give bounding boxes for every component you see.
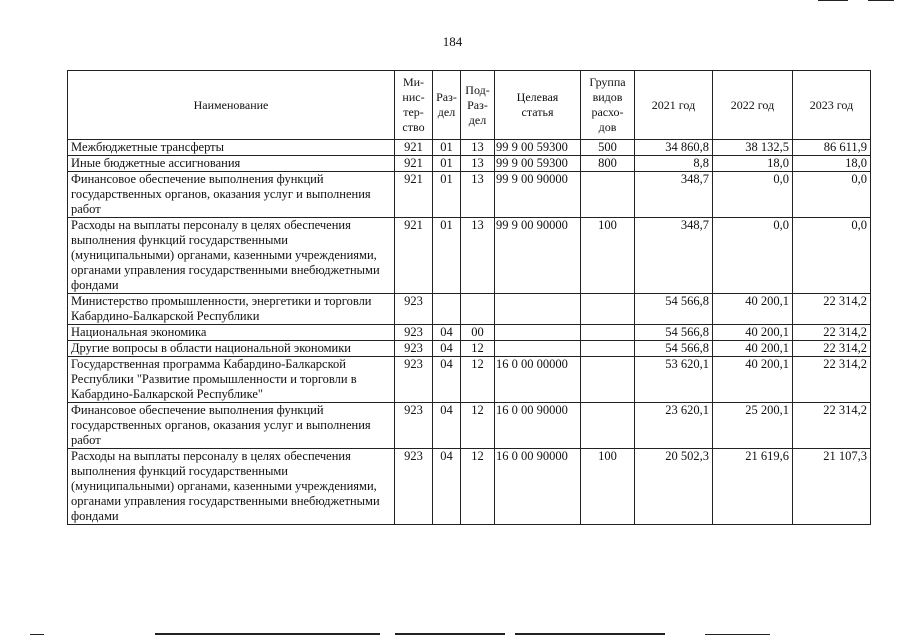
row-target: 99 9 00 59300	[495, 140, 581, 156]
header-ministry: Ми- нис- тер- ство	[395, 71, 433, 140]
row-section: 01	[433, 156, 461, 172]
row-name: Государственная программа Кабардино-Балкарской Республики "Развитие промышленности и торговли в Кабардино-Балкарской Республике"	[68, 357, 395, 403]
table-row	[68, 140, 871, 156]
row-ministry: 923	[395, 341, 433, 357]
page-number: 184	[442, 34, 463, 49]
row-2023: 18,0	[793, 156, 871, 172]
row-2023: 21 107,3	[793, 449, 871, 525]
row-2023: 0,0	[793, 172, 871, 218]
header-section: Раз- дел	[433, 71, 461, 140]
row-name: Финансовое обеспечение выполнения функций государственных органов, оказания услуг и выполнения работ	[68, 172, 395, 218]
row-group: 500	[581, 140, 635, 156]
row-2022: 40 200,1	[713, 341, 793, 357]
row-2021: 348,7	[635, 218, 713, 294]
row-2022: 40 200,1	[713, 325, 793, 341]
row-subsection: 12	[461, 341, 495, 357]
row-subsection: 13	[461, 172, 495, 218]
scan-mark-top	[818, 0, 848, 1]
row-2023: 0,0	[793, 218, 871, 294]
table-header-row	[68, 71, 871, 140]
header-group: Группа видов расхо- дов	[581, 71, 635, 140]
table-row	[68, 218, 871, 294]
row-group	[581, 403, 635, 449]
budget-table	[67, 70, 871, 525]
header-subsection: Под- Раз- дел	[461, 71, 495, 140]
row-2022: 40 200,1	[713, 294, 793, 325]
row-2023: 22 314,2	[793, 357, 871, 403]
row-subsection: 12	[461, 357, 495, 403]
row-2023: 22 314,2	[793, 341, 871, 357]
row-name: Иные бюджетные ассигнования	[68, 156, 395, 172]
row-2022: 21 619,6	[713, 449, 793, 525]
row-section: 04	[433, 325, 461, 341]
row-target	[495, 294, 581, 325]
row-2022: 0,0	[713, 172, 793, 218]
scan-mark-bottom	[395, 633, 505, 635]
row-group	[581, 294, 635, 325]
row-subsection: 13	[461, 140, 495, 156]
row-ministry: 923	[395, 449, 433, 525]
row-subsection: 13	[461, 218, 495, 294]
row-2023: 22 314,2	[793, 325, 871, 341]
table-row	[68, 357, 871, 403]
row-2021: 20 502,3	[635, 449, 713, 525]
row-2022: 25 200,1	[713, 403, 793, 449]
table-row	[68, 156, 871, 172]
row-target: 16 0 00 00000	[495, 357, 581, 403]
header-name: Наименование	[68, 71, 395, 140]
row-group	[581, 341, 635, 357]
row-2022: 38 132,5	[713, 140, 793, 156]
table-row	[68, 172, 871, 218]
row-2021: 8,8	[635, 156, 713, 172]
row-2022: 40 200,1	[713, 357, 793, 403]
scan-mark-bottom	[705, 634, 770, 635]
table-row	[68, 325, 871, 341]
row-2023: 86 611,9	[793, 140, 871, 156]
row-group	[581, 325, 635, 341]
row-subsection: 12	[461, 449, 495, 525]
row-group	[581, 357, 635, 403]
row-target: 99 9 00 90000	[495, 218, 581, 294]
row-ministry: 921	[395, 172, 433, 218]
row-subsection: 00	[461, 325, 495, 341]
row-subsection: 13	[461, 156, 495, 172]
header-target: Целевая статья	[495, 71, 581, 140]
row-2021: 54 566,8	[635, 325, 713, 341]
row-ministry: 923	[395, 403, 433, 449]
table-row	[68, 341, 871, 357]
row-name: Министерство промышленности, энергетики и торговли Кабардино-Балкарской Республики	[68, 294, 395, 325]
row-target	[495, 341, 581, 357]
row-2021: 23 620,1	[635, 403, 713, 449]
row-ministry: 921	[395, 156, 433, 172]
row-section: 01	[433, 172, 461, 218]
row-section: 04	[433, 357, 461, 403]
row-ministry: 921	[395, 218, 433, 294]
row-ministry: 921	[395, 140, 433, 156]
row-name: Национальная экономика	[68, 325, 395, 341]
row-name: Расходы на выплаты персоналу в целях обеспечения выполнения функций государственными (муниципальными) органами, казенными учреждениями, органами управления государственными внебюджетными фондами	[68, 449, 395, 525]
row-2021: 54 566,8	[635, 341, 713, 357]
row-name: Расходы на выплаты персоналу в целях обеспечения выполнения функций государственными (муниципальными) органами, казенными учреждениями, органами управления государственными внебюджетными фондами	[68, 218, 395, 294]
row-2021: 34 860,8	[635, 140, 713, 156]
row-name: Межбюджетные трансферты	[68, 140, 395, 156]
row-2023: 22 314,2	[793, 403, 871, 449]
row-ministry: 923	[395, 357, 433, 403]
row-section	[433, 294, 461, 325]
row-2021: 348,7	[635, 172, 713, 218]
header-2021: 2021 год	[635, 71, 713, 140]
row-target	[495, 325, 581, 341]
row-target: 99 9 00 90000	[495, 172, 581, 218]
header-2023: 2023 год	[793, 71, 871, 140]
row-group: 800	[581, 156, 635, 172]
row-2021: 53 620,1	[635, 357, 713, 403]
row-section: 04	[433, 341, 461, 357]
row-2021: 54 566,8	[635, 294, 713, 325]
row-section: 01	[433, 140, 461, 156]
row-group	[581, 172, 635, 218]
scan-mark-bottom	[155, 633, 380, 635]
row-subsection	[461, 294, 495, 325]
scan-mark-top	[868, 0, 894, 1]
row-ministry: 923	[395, 294, 433, 325]
row-section: 01	[433, 218, 461, 294]
row-2022: 0,0	[713, 218, 793, 294]
row-ministry: 923	[395, 325, 433, 341]
row-2023: 22 314,2	[793, 294, 871, 325]
header-2022: 2022 год	[713, 71, 793, 140]
row-subsection: 12	[461, 403, 495, 449]
row-target: 16 0 00 90000	[495, 403, 581, 449]
table-row	[68, 294, 871, 325]
row-section: 04	[433, 449, 461, 525]
row-name: Другие вопросы в области национальной экономики	[68, 341, 395, 357]
row-group: 100	[581, 449, 635, 525]
scan-mark-bottom	[30, 634, 44, 635]
row-section: 04	[433, 403, 461, 449]
row-group: 100	[581, 218, 635, 294]
row-name: Финансовое обеспечение выполнения функций государственных органов, оказания услуг и выполнения работ	[68, 403, 395, 449]
table-row	[68, 449, 871, 525]
row-2022: 18,0	[713, 156, 793, 172]
scan-mark-bottom	[515, 633, 665, 635]
row-target: 99 9 00 59300	[495, 156, 581, 172]
table-row	[68, 403, 871, 449]
row-target: 16 0 00 90000	[495, 449, 581, 525]
